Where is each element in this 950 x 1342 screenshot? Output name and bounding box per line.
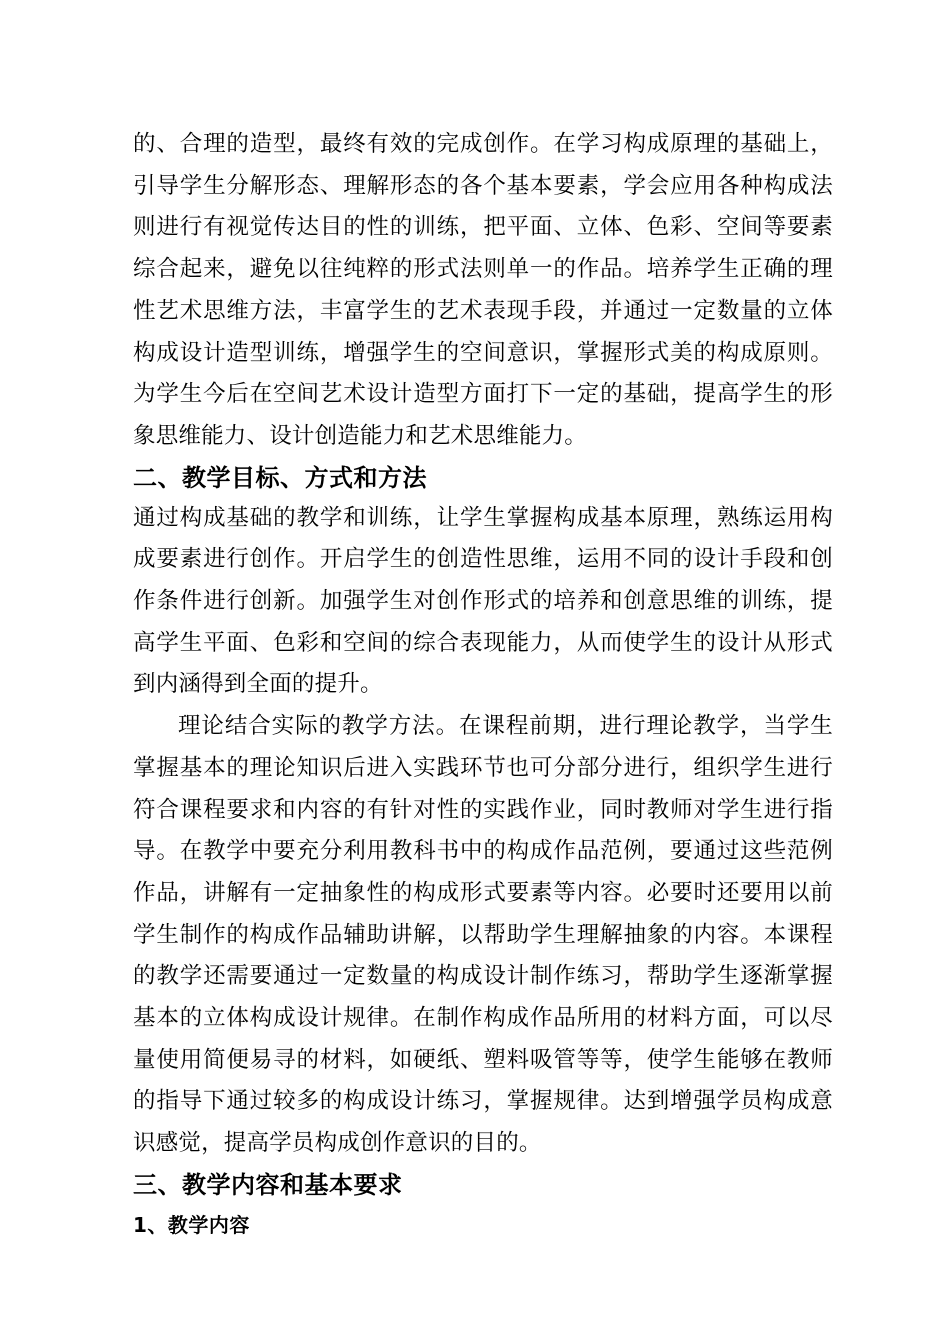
subheading-teaching-content: 1、教学内容 (133, 1212, 250, 1237)
paragraph-methods: 理论结合实际的教学方法。在课程前期，进行理论教学，当学生掌握基本的理论知识后进入实践环节也可分部分进行，组织学生进行符合课程要求和内容的有针对性的实践作业，同时教师对学生进行指导。在教学中要充分利用教科书中的构成作品范例，要通过这些范例作品，讲解有一定抽象性的构成形式要素等内容。必要时还要用以前学生制作的构成作品辅助讲解，以帮助学生理解抽象的内容。本课程的教学还需要通过一定数量的构成设计制作练习，帮助学生逐渐掌握基本的立体构成设计规律。在制作构成作品所用的材料方面，可以尽量使用简便易寻的材料，如硬纸、塑料吸管等等，使学生能够在教师的指导下通过较多的构成设计练习，掌握规律。达到增强学员构成意识感觉，提高学员构成创作意识的目的。 (133, 713, 833, 1157)
document-content (133, 124, 833, 1245)
paragraph-goals: 通过构成基础的教学和训练，让学生掌握构成基本原理，熟练运用构成要素进行创作。开启学生的创造性思维，运用不同的设计手段和创作条件进行创新。加强学生对创作形式的培养和创意思维的训练，提高学生平面、色彩和空间的综合表现能力，从而使学生的设计从形式到内涵得到全面的提升。 (133, 504, 833, 698)
section-heading-content-requirements: 三、教学内容和基本要求 (133, 1170, 403, 1199)
section-heading-goals-methods: 二、教学目标、方式和方法 (133, 463, 427, 492)
paragraph-intro: 的、合理的造型，最终有效的完成创作。在学习构成原理的基础上，引导学生分解形态、理解形态的各个基本要素，学会应用各种构成法则进行有视觉传达目的性的训练，把平面、立体、色彩、空间等要素综合起来，避免以往纯粹的形式法则单一的作品。培养学生正确的理性艺术思维方法，丰富学生的艺术表现手段，并通过一定数量的立体构成设计造型训练，增强学生的空间意识，掌握形式美的构成原则。为学生今后在空间艺术设计造型方面打下一定的基础，提高学生的形象思维能力、设计创造能力和艺术思维能力。 (133, 131, 833, 449)
